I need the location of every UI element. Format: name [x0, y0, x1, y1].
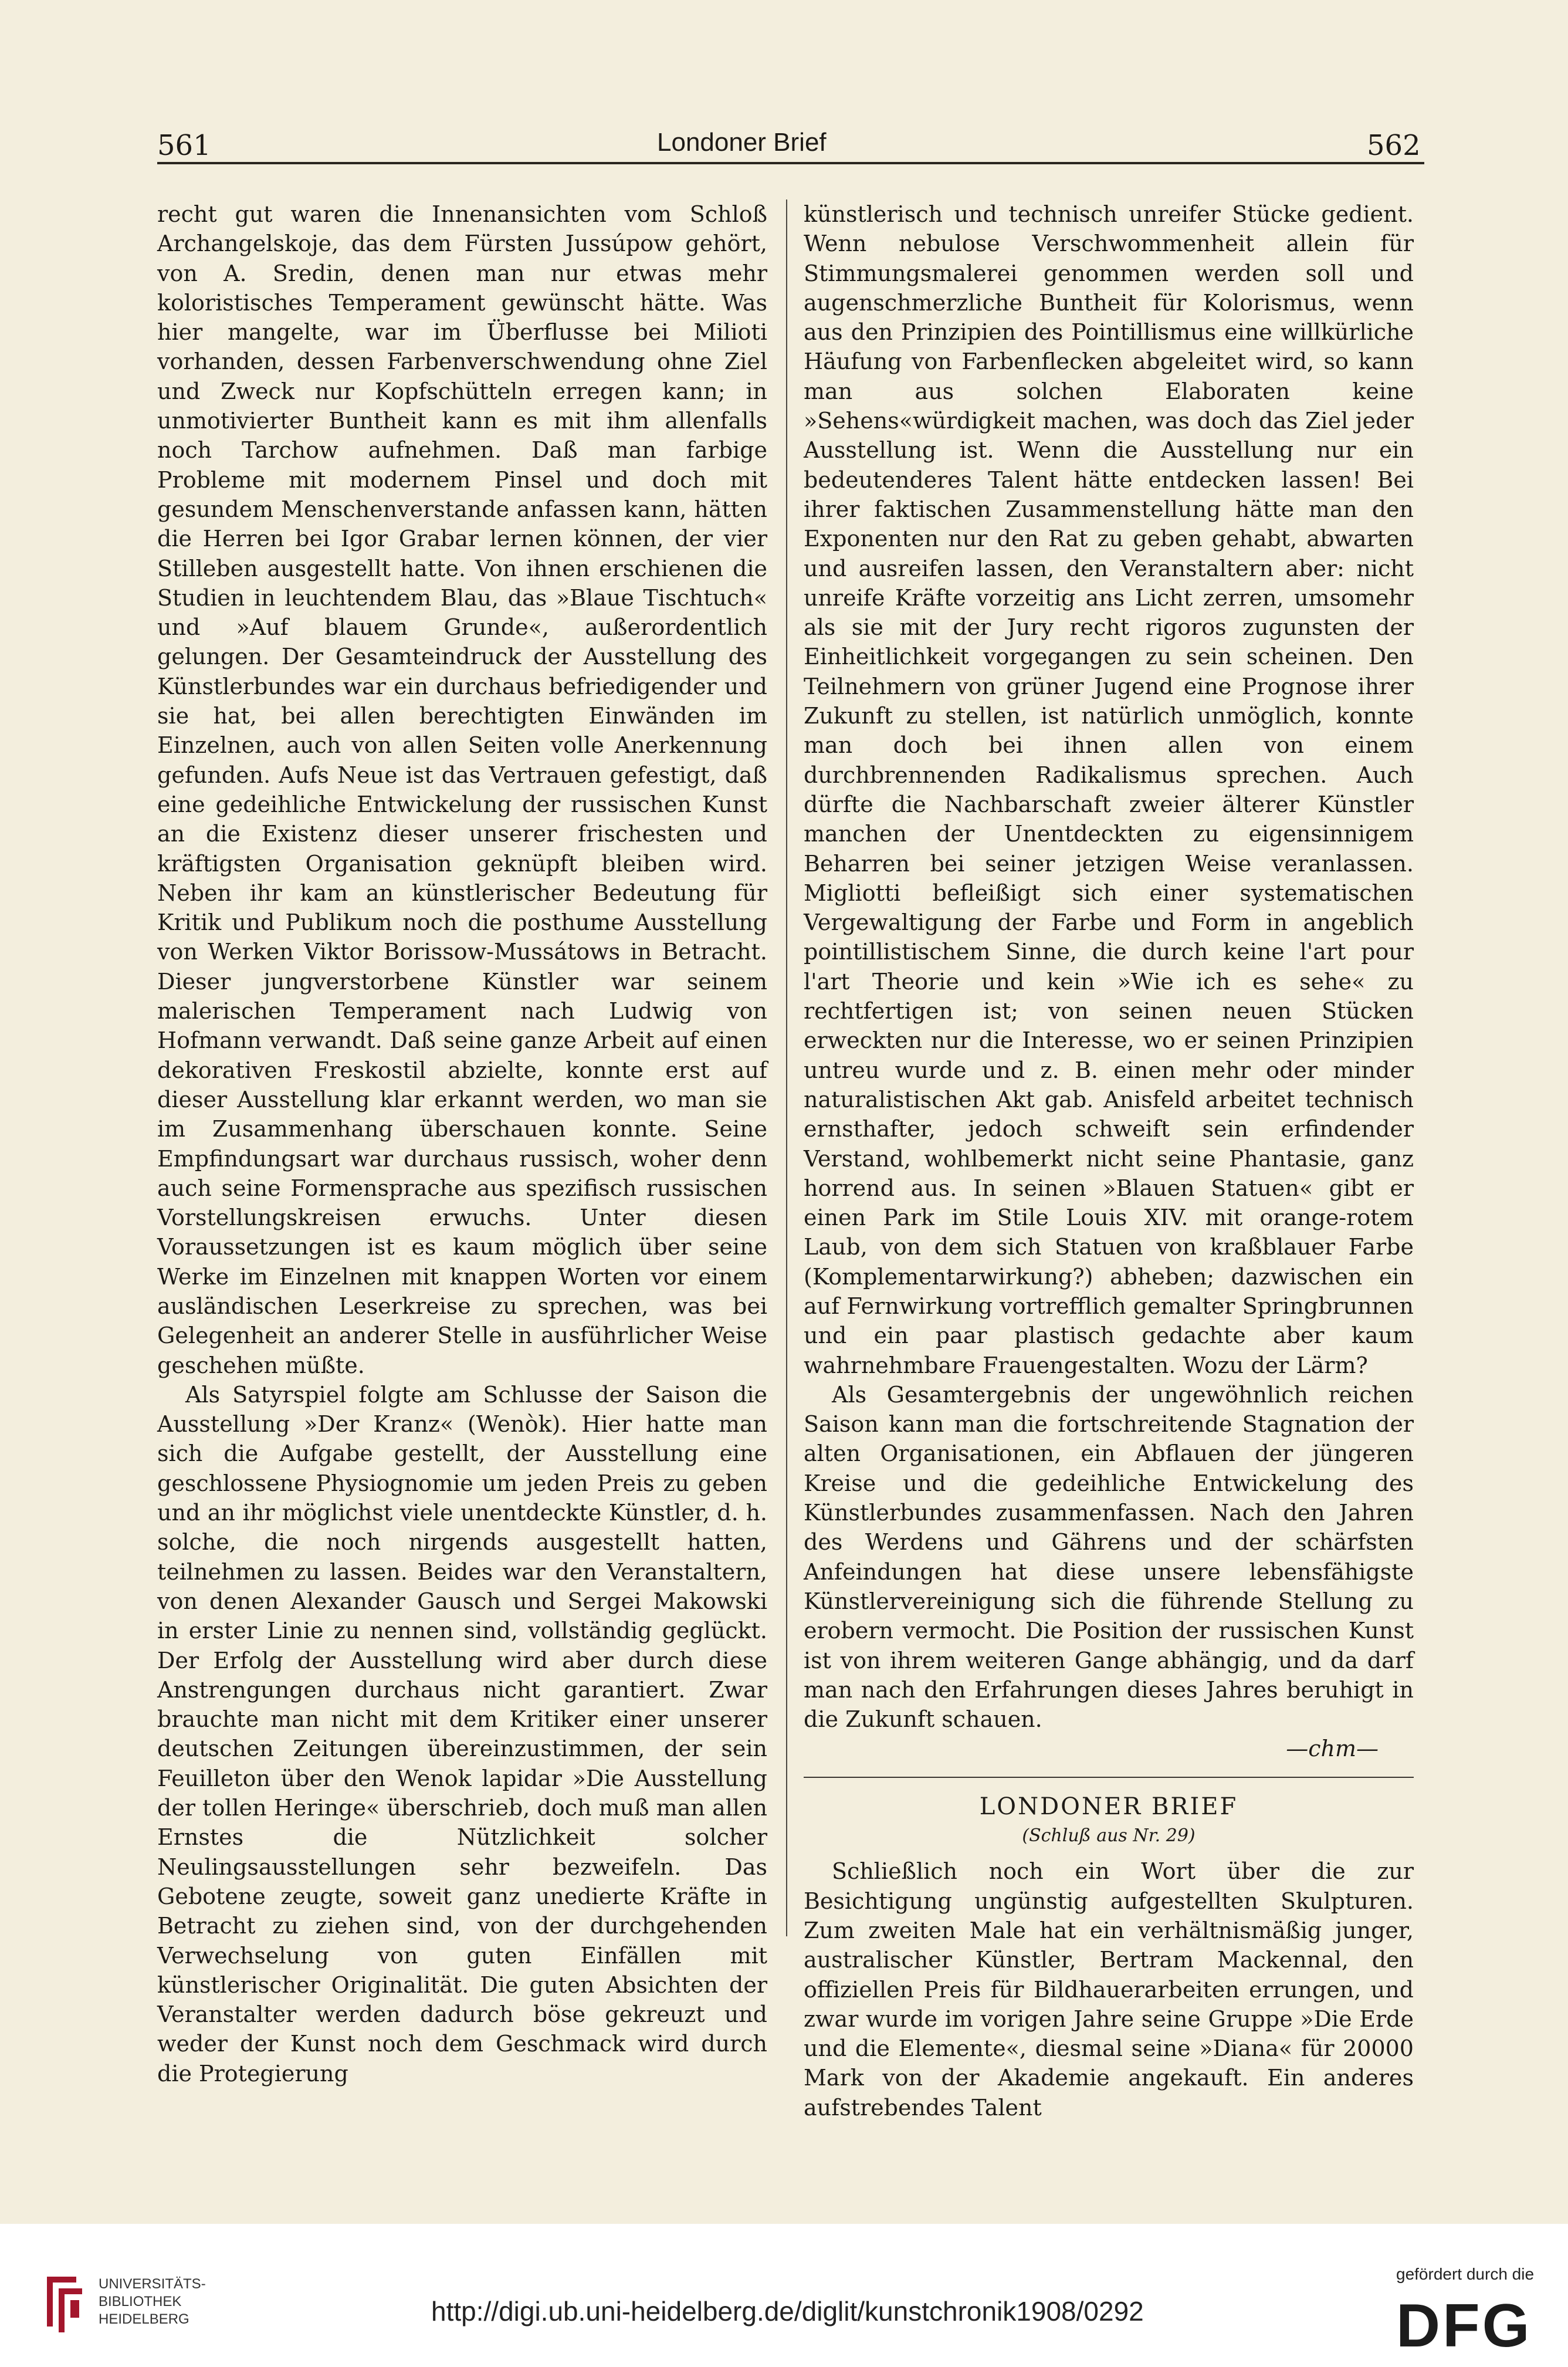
section-rule [804, 1777, 1414, 1778]
right-column [804, 199, 1414, 2121]
section-paragraph: Schließlich noch ein Wort über die zur Besichtigung ungünstig aufgestellten Skulpturen. Zum zweiten Male hat ein verhältnismäßig junger, australischer Künstler, Bertram Mackennal, den offiziellen Preis für Bildhauerarbeiten errungen, und zwar wurde im vorigen Jahre seine Gruppe »Die Erde und die Elemente«, diesmal seine »Diana« für 20000 Mark von der Akademie angekauft. Ein anderes aufstrebendes Talent [804, 1858, 1414, 2121]
library-name-line: HEIDELBERG [99, 2311, 189, 2327]
section-title: LONDONER BRIEF [979, 1793, 1238, 1820]
library-name-line: UNIVERSITÄTS- [99, 2276, 206, 2292]
running-title: Londoner Brief [657, 128, 827, 157]
header-page-number-left: 561 [157, 129, 211, 162]
library-logo-icon [35, 2271, 88, 2335]
left-column [157, 199, 767, 2087]
digital-copy-link[interactable]: http://digi.ub.uni-heidelberg.de/diglit/kunstchronik1908/0292 [431, 2296, 1144, 2327]
funded-by-label: gefördert durch die [1396, 2265, 1535, 2283]
paragraph: künstlerisch und technisch unreifer Stücke gedient. Wenn nebulose Verschwommenheit allein für Stimmungsmalerei genommen werden soll und augenschmerzliche Buntheit für Kolorismus, wenn aus den Prinzipien des Pointillismus eine willkürliche Häufung von Farbenflecken abgeleitet wird, so kann man aus solchen Elaboraten keine »Sehens«würdigkeit machen, was doch das Ziel jeder Ausstellung ist. Wenn die Ausstellung nur ein bedeutenderes Talent hätte entdecken lassen! Bei ihrer faktischen Zusammenstellung hätte man den Exponenten nur den Rat zu geben gehabt, abwarten und ausreifen lassen, den Veranstaltern aber: nicht unreife Kräfte vorzeitig ans Licht zerren, umsomehr als sie mit der Jury recht rigoros zugunsten der Einheitlichkeit vorgegangen zu sein scheinen. Den Teilnehmern von grüner Jugend eine Prognose ihrer Zukunft zu stellen, ist natürlich unmöglich, konnte man doch bei ihnen allen von einem durchbrennenden Radikalismus sprechen. Auch dürfte die Nachbarschaft zweier älterer Künstler manchen der Unentdeckten zu eigensinnigem Beharren bei seiner jetzigen Weise veranlassen. Migliotti befleißigt sich einer systematischen Vergewaltigung der Farbe und Form in angeblich pointillistischem Sinne, die durch keine l'art pour l'art Theorie und kein »Wie ich es sehe« zu rechtfertigen ist; von seinen neuen Stücken erweckten nur die Interesse, wo er seinen Prinzipien untreu wurde und z. B. einen mehr oder minder naturalistischen Akt gab. Anisfeld arbeitet technisch ernsthafter, jedoch schweift sein erfindender Verstand, wohlbemerkt nicht seine Phantasie, ganz horrend aus. In seinen »Blauen Statuen« gibt er einen Park im Stile Louis XIV. mit orange-rotem Laub, von dem sich Statuen von kraßblauer Farbe (Komplementarwirkung?) abheben; dazwischen ein auf Fernwirkung vortrefflich gemalter Springbrunnen und ein paar plastisch gedachte aber kaum wahrnehmbare Frauengestalten. Wozu der Lärm? [804, 201, 1414, 1378]
author-signature: —chm— [1286, 1736, 1379, 1762]
header-page-number-right: 562 [1367, 129, 1421, 162]
column-divider [786, 199, 787, 1936]
footer-bar [0, 2224, 1568, 2367]
dfg-logo: DFG [1396, 2292, 1532, 2360]
header-rule [157, 162, 1424, 164]
library-name-line: BIBLIOTHEK [99, 2294, 182, 2309]
paragraph: Als Gesamtergebnis der ungewöhnlich reichen Saison kann man die fortschreitende Stagnation der alten Organisationen, ein Abflauen der jüngeren Kreise und die gedeihliche Entwickelung des Künstlerbundes zusammenfassen. Nach den Jahren des Werdens und Gährens und der schärfsten Anfeindungen hat diese unsere lebensfähigste Künstlervereinigung sich die führende Stellung zu erobern vermocht. Die Position der russischen Kunst ist von ihrem weiteren Gange abhängig, und da darf man nach den Erfahrungen dieses Jahres beruhigt in die Zukunft schauen. [804, 1381, 1414, 1733]
library-name [99, 2275, 206, 2328]
section-subtitle: (Schluß aus Nr. 29) [1022, 1825, 1196, 1847]
paragraph: recht gut waren die Innenansichten vom Schloß Archangelskoje, das dem Fürsten Jussúpow gehört, von A. Sredin, denen man nur etwas mehr koloristisches Temperament gewünscht hätte. Was hier mangelte, war im Überflusse bei Milioti vorhanden, dessen Farbenverschwendung ohne Ziel und Zweck nur Kopfschütteln erregen kann; in unmotivierter Buntheit kann es mit ihm allenfalls noch Tarchow aufnehmen. Daß man farbige Probleme mit modernem Pinsel und doch mit gesundem Menschenverstande anfassen kann, hätten die Herren bei Igor Grabar lernen können, der vier Stilleben ausgestellt hatte. Von ihnen erschienen die Studien in leuchtendem Blau, das »Blaue Tischtuch« und »Auf blauem Grunde«, außerordentlich gelungen. Der Gesamteindruck der Ausstellung des Künstlerbundes war ein durchaus befriedigender und sie hat, bei allen berechtigten Einwänden im Einzelnen, auch von allen Seiten volle Anerkennung gefunden. Aufs Neue ist das Vertrauen gefestigt, daß eine gedeihliche Entwickelung der russischen Kunst an die Existenz dieser unserer frischesten und kräftigsten Organisation geknüpft bleiben wird. Neben ihr kam an künstlerischer Bedeutung für Kritik und Publikum noch die posthume Ausstellung von Werken Viktor Borissow-Mussátows in Betracht. Dieser jungverstorbene Künstler war seinem malerischen Temperament nach Ludwig von Hofmann verwandt. Daß seine ganze Arbeit auf einen dekorativen Freskostil abzielte, konnte erst auf dieser Ausstellung klar erkannt werden, wo man sie im Zusammenhang überschauen konnte. Seine Empfindungsart war durchaus russisch, woher denn auch seine Formensprache aus spezifisch russischen Vorstellungskreisen erwuchs. Unter diesen Voraussetzungen ist es kaum möglich über seine Werke im Einzelnen mit knappen Worten vor einem ausländischen Leserkreise zu sprechen, was bei Gelegenheit an anderer Stelle in ausführlicher Weise geschehen müßte. [157, 201, 767, 1378]
paragraph: Als Satyrspiel folgte am Schlusse der Saison die Ausstellung »Der Kranz« (Wenòk). Hier hatte man sich die Aufgabe gestellt, der Ausstellung eine geschlossene Physiognomie um jeden Preis zu geben und an ihr möglichst viele unentdeckte Künstler, d. h. solche, die noch nirgends ausgestellt hatten, teilnehmen zu lassen. Beides war den Veranstaltern, von denen Alexander Gausch und Sergei Makowski in erster Linie zu nennen sind, vollständig geglückt. Der Erfolg der Ausstellung wird aber durch diese Anstrengungen durchaus nicht garantiert. Zwar brauchte man nicht mit dem Kritiker einer unserer deutschen Zeitungen übereinzustimmen, der sein Feuilleton über den Wenok lapidar »Die Ausstellung der tollen Heringe« überschrieb, doch muß man allen Ernstes die Nützlichkeit solcher Neulingsausstellungen sehr bezweifeln. Das Gebotene zeugte, soweit ganz unedierte Kräfte in Betracht zu ziehen sind, von der durchgehenden Verwechselung von guten Einfällen mit künstlerischer Originalität. Die guten Absichten der Veranstalter werden dadurch böse gekreuzt und weder der Kunst noch dem Geschmack wird durch die Protegierung [157, 1381, 767, 2087]
